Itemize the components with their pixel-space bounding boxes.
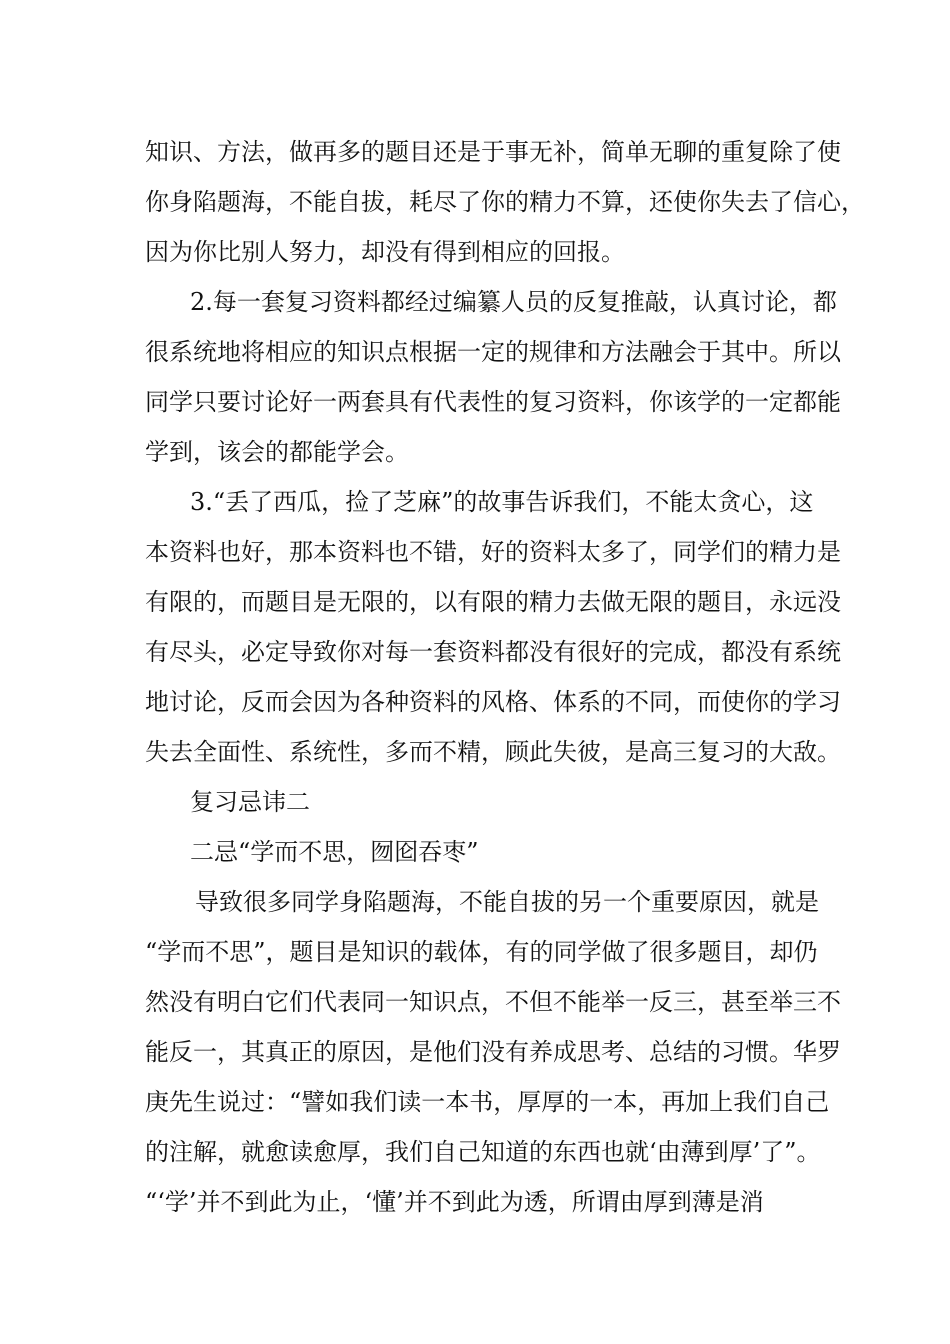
text-line: 地讨论，反而会因为各种资料的风格、体系的不同，而使你的学习 — [145, 688, 841, 716]
text-line: 导致很多同学身陷题海，不能自拔的另一个重要原因，就是 — [195, 888, 819, 916]
text-line: 3.“丢了西瓜，捡了芝麻”的故事告诉我们，不能太贪心，这 — [190, 488, 814, 516]
text-line: 然没有明白它们代表同一知识点，不但不能举一反三，甚至举三不 — [145, 988, 841, 1016]
text-line: 很系统地将相应的知识点根据一定的规律和方法融会于其中。所以 — [145, 338, 841, 366]
text-line: 有限的，而题目是无限的，以有限的精力去做无限的题目，永远没 — [145, 588, 841, 616]
text-line: 知识、方法，做再多的题目还是于事无补，简单无聊的重复除了使 — [145, 138, 841, 166]
text-line: 同学只要讨论好一两套具有代表性的复习资料，你该学的一定都能 — [145, 388, 841, 416]
section-subheading: 二忌“学而不思，囫囵吞枣” — [190, 838, 479, 866]
text-line: 你身陷题海，不能自拔，耗尽了你的精力不算，还使你失去了信心， — [145, 188, 865, 216]
text-line: 失去全面性、系统性，多而不精，顾此失彼，是高三复习的大敌。 — [145, 738, 841, 766]
section-heading: 复习忌讳二 — [190, 788, 310, 816]
text-line: “‘学’并不到此为止，‘懂’并不到此为透，所谓由厚到薄是消 — [145, 1188, 764, 1216]
text-line: 能反一，其真正的原因，是他们没有养成思考、总结的习惯。华罗 — [145, 1038, 841, 1066]
text-line: 本资料也好，那本资料也不错，好的资料太多了，同学们的精力是 — [145, 538, 841, 566]
text-line: 庚先生说过：“譬如我们读一本书，厚厚的一本，再加上我们自己 — [145, 1088, 830, 1116]
text-line: “学而不思”，题目是知识的载体，有的同学做了很多题目，却仍 — [145, 938, 818, 966]
text-line: 因为你比别人努力，却没有得到相应的回报。 — [145, 238, 625, 266]
body-text — [145, 127, 865, 1227]
text-line: 有尽头，必定导致你对每一套资料都没有很好的完成，都没有系统 — [145, 638, 841, 666]
text-line: 学到，该会的都能学会。 — [145, 438, 409, 466]
text-line: 2.每一套复习资料都经过编纂人员的反复推敲，认真讨论，都 — [190, 288, 837, 316]
text-line: 的注解，就愈读愈厚，我们自己知道的东西也就‘由薄到厚’了”。 — [145, 1138, 821, 1166]
